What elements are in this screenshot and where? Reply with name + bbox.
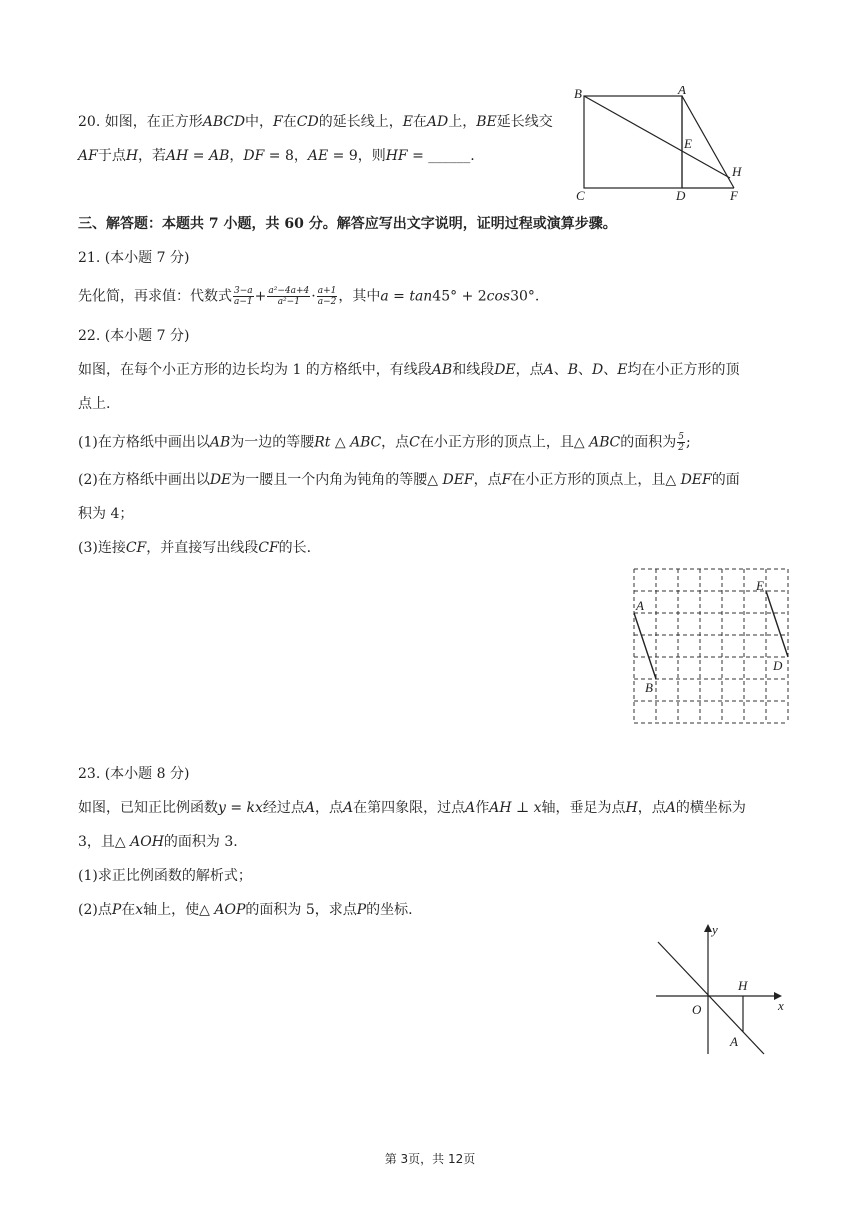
q22-label-d: D: [773, 658, 783, 673]
q20-square-figure: [570, 86, 750, 206]
q20-label-a: A: [678, 86, 686, 97]
q21-frac1-den: 𝑎−1: [234, 297, 253, 307]
q22-part-1: [78, 432, 691, 453]
q21-fraction-1: [233, 286, 254, 307]
q23-line-2: 3，且△ 𝐴𝑂𝐻的面积为 3.: [78, 834, 238, 850]
q23-coordinate-figure: [650, 920, 790, 1060]
q22-dashed-grid: [634, 569, 788, 723]
q22-part-3: (3)连接𝐶𝐹，并直接写出线段𝐶𝐹的长.: [78, 540, 312, 556]
q20-line-2: 𝐴𝐹于点𝐻，若𝐴𝐻 = 𝐴𝐵，𝐷𝐹 = 8，𝐴𝐸 = 9，则𝐻𝐹 = ______.: [78, 148, 475, 164]
q21-frac1-num: 3−𝑎: [234, 286, 253, 296]
q20-line-1: 20. 如图，在正方形𝐴𝐵𝐶𝐷中，𝐹在𝐶𝐷的延长线上，𝐸在𝐴𝐷上，𝐵𝐸延长线交: [78, 114, 553, 130]
q23-part-1: (1)求正比例函数的解析式；: [78, 868, 252, 884]
q23-label-o: O: [692, 1002, 702, 1017]
q20-label-c: C: [576, 188, 585, 203]
q22-label-a: A: [636, 598, 644, 613]
q22-segment-ab: [634, 613, 656, 679]
q22-grid-figure: [628, 564, 794, 726]
q23-label-a: A: [730, 1034, 738, 1049]
q20-label-e: E: [684, 136, 692, 151]
q23-line-y-kx: [658, 942, 764, 1054]
q22-part1-text: (1)在方格纸中画出以𝐴𝐵为一边的等腰𝑅𝑡 △ 𝐴𝐵𝐶，点𝐶在小正方形的顶点上，且△ 𝐴𝐵𝐶的面积为: [78, 434, 677, 451]
q23-label-x: x: [778, 998, 784, 1013]
q21-plus: +: [254, 288, 267, 305]
q23-part-2: (2)点𝑃在𝑥轴上，使△ 𝐴𝑂𝑃的面积为 5，求点𝑃的坐标.: [78, 902, 413, 918]
q22-part1-after: ;: [685, 434, 691, 451]
q22-part1-fraction: [677, 432, 685, 453]
q22-label-e: E: [756, 578, 764, 593]
q21-frac2-den: 𝑎²−1: [277, 297, 300, 307]
q21-text-before: 先化简，再求值：代数式: [78, 288, 232, 305]
q22-part-2-line-1: (2)在方格纸中画出以𝐷𝐸为一腰且一个内角为钝角的等腰△ 𝐷𝐸𝐹，点𝐹在小正方形的顶点上，且△ 𝐷𝐸𝐹的面: [78, 472, 740, 488]
q22-label-b: B: [645, 680, 653, 695]
q22-header: 22. (本小题 7 分): [78, 328, 190, 344]
q21-text-after: ，其中𝑎 = 𝑡𝑎𝑛45° + 2𝑐𝑜𝑠30°.: [338, 288, 540, 305]
q23-label-h: H: [738, 978, 748, 993]
q22-part1-num: 5: [678, 432, 684, 442]
q21-dot: ·: [311, 288, 316, 305]
q22-line-1: 如图，在每个小正方形的边长均为 1 的方格纸中，有线段𝐴𝐵和线段𝐷𝐸，点𝐴、𝐵、𝐷、𝐸均在小正方形的顶: [78, 362, 740, 378]
q21-fraction-2: [267, 286, 310, 307]
q22-part-2-line-2: 积为 4；: [78, 506, 134, 522]
q22-line-2: 点上.: [78, 396, 111, 412]
q20-label-h: H: [732, 164, 742, 179]
q21-fraction-3: [317, 286, 338, 307]
q23-label-y: y: [712, 922, 718, 937]
q21-frac2-num: 𝑎²−4𝑎+4: [268, 286, 310, 296]
q20-label-d: D: [676, 188, 686, 203]
q21-header: 21. (本小题 7 分): [78, 250, 190, 266]
q20-label-b: B: [574, 86, 582, 101]
q23-y-arrow: [704, 924, 712, 932]
q23-header: 23. (本小题 8 分): [78, 766, 190, 782]
q22-segment-de: [766, 591, 788, 657]
section-3-heading: 三、解答题：本题共 7 小题，共 60 分。解答应写出文字说明，证明过程或演算步骤。: [78, 216, 617, 232]
q23-line-1: 如图，已知正比例函数𝑦 = 𝑘𝑥经过点𝐴，点𝐴在第四象限，过点𝐴作𝐴𝐻 ⊥ 𝑥轴，垂足为点𝐻，点𝐴的横坐标为: [78, 800, 746, 816]
q22-part1-den: 2: [678, 443, 684, 453]
q20-label-f: F: [730, 188, 738, 203]
q21-expression: [78, 286, 539, 307]
q21-frac3-den: 𝑎−2: [317, 297, 337, 307]
q21-frac3-num: 𝑎+1: [317, 286, 337, 296]
page-footer: 第 3页，共 12页: [384, 1152, 476, 1166]
